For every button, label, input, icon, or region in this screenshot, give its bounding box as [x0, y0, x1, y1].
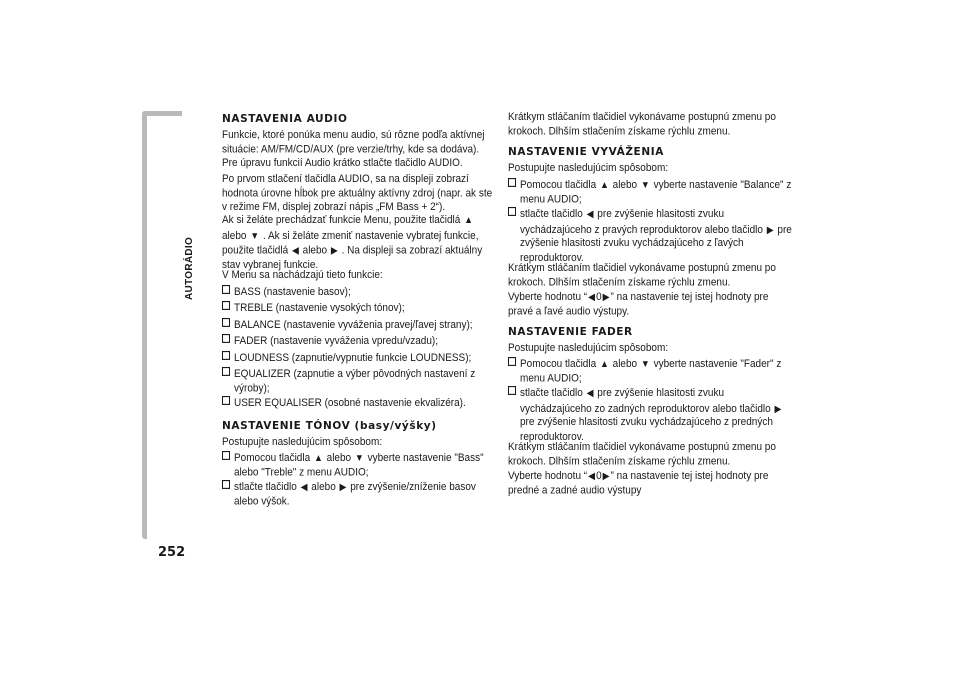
list-item: LOUDNESS (zapnutie/vypnutie funkcie LOUDNESS);	[222, 351, 498, 366]
page-number: 252	[158, 545, 186, 560]
list-item: BASS (nastavenie basov);	[222, 285, 498, 300]
paragraph: Krátkym stláčaním tlačidiel vykonávame postupnú zmenu po krokoch. Dlhším stlačením získame rýchlu zmenu.	[508, 441, 776, 468]
checkbox-icon	[508, 386, 516, 395]
checkbox-icon	[508, 357, 516, 366]
arrow-down-icon: ▼	[354, 452, 364, 464]
list-item: FADER (nastavenie vyváženia vpredu/vzadu);	[222, 334, 498, 349]
list-item: Pomocou tlačidla ▲ alebo ▼ vyberte nastavenie "Balance" z menu AUDIO;	[508, 178, 792, 207]
left-column	[222, 111, 498, 509]
checkbox-icon	[222, 334, 230, 343]
arrow-left-icon: ◀	[588, 290, 596, 302]
arrow-down-icon: ▼	[640, 358, 650, 370]
arrow-up-icon: ▲	[599, 358, 609, 370]
list-item: EQUALIZER (zapnutie a výber pôvodných nastavení z výroby);	[222, 367, 498, 396]
list-item: TREBLE (nastavenie vysokých tónov);	[222, 301, 498, 316]
heading-audio-settings: NASTAVENIA AUDIO	[222, 113, 348, 125]
section-label: AUTORÁDIO	[184, 236, 195, 300]
paragraph: Postupujte nasledujúcim spôsobom:	[508, 341, 669, 354]
heading-fader: NASTAVENIE FADER	[508, 325, 633, 338]
arrow-down-icon: ▼	[640, 178, 650, 190]
arrow-left-icon: ◀	[586, 207, 594, 219]
list-item: stlačte tlačidlo ◀ pre zvýšenie hlasitosti zvuku vychádzajúceho z pravých reproduktorov alebo tlačidlo ▶ pre zvýšenie hlasitosti zvuku vychádzajúceho z ľavých reproduktorov.	[508, 207, 792, 265]
arrow-right-icon: ▶	[339, 481, 347, 493]
arrow-up-icon: ▲	[599, 178, 609, 190]
checkbox-icon	[508, 178, 516, 187]
arrow-left-icon: ◀	[586, 387, 594, 399]
paragraph: Po prvom stlačení tlačidla AUDIO, sa na displeji zobrazí hodnota úrovne hĺbok pre aktuálny aktívny zdroj (napr. ak ste v režime FM, displej zobrazí nápis „FM Bass + 2“).	[222, 172, 493, 213]
paragraph: Vyberte hodnotu “◀0▶” na nastavenie tej istej hodnoty pre pravé a ľavé audio výstupy.	[508, 290, 769, 317]
arrow-right-icon: ▶	[602, 470, 610, 482]
arrow-right-icon: ▶	[330, 244, 338, 256]
list-item: BALANCE (nastavenie vyváženia pravej/ľavej strany);	[222, 318, 498, 333]
list-item: Pomocou tlačidla ▲ alebo ▼ vyberte nastavenie "Fader" z menu AUDIO;	[508, 357, 792, 386]
arrow-left-icon: ◀	[300, 481, 308, 493]
margin-rule	[142, 111, 147, 539]
list-item: stlačte tlačidlo ◀ pre zvýšenie hlasitosti zvuku vychádzajúceho zo zadných reproduktorov alebo tlačidlo ▶ pre zvýšenie hlasitosti zvuku vychádzajúceho z predných reproduktorov.	[508, 386, 792, 444]
checkbox-icon	[508, 207, 516, 216]
arrow-down-icon: ▼	[250, 229, 260, 241]
paragraph: Krátkym stláčaním tlačidiel vykonávame postupnú zmenu po krokoch. Dlhším stlačením získame rýchlu zmenu.	[508, 261, 776, 288]
checkbox-icon	[222, 318, 230, 327]
checkbox-icon	[222, 285, 230, 294]
arrow-right-icon: ▶	[774, 402, 782, 414]
list-item: USER EQUALISER (osobné nastavenie ekvalizéra).	[222, 396, 498, 411]
arrow-left-icon: ◀	[291, 244, 299, 256]
list-item: stlačte tlačidlo ◀ alebo ▶ pre zvýšenie/zníženie basov alebo výšok.	[222, 480, 498, 509]
margin-rule-corner	[142, 111, 182, 116]
heading-tone-settings: NASTAVENIE TÓNOV (basy/výšky)	[222, 419, 437, 432]
checkbox-icon	[222, 351, 230, 360]
arrow-up-icon: ▲	[313, 452, 323, 464]
paragraph: Funkcie, ktoré ponúka menu audio, sú rôzne podľa aktívnej situácie: AM/FM/CD/AUX (pre verzie/trhy, kde sa dodáva).	[222, 129, 485, 156]
arrow-right-icon: ▶	[602, 290, 610, 302]
checkbox-icon	[222, 480, 230, 489]
checkbox-icon	[222, 367, 230, 376]
paragraph: Krátkym stláčaním tlačidiel vykonávame postupnú zmenu po krokoch. Dlhším stlačením získame rýchlu zmenu.	[508, 111, 776, 138]
checkbox-icon	[222, 301, 230, 310]
arrow-right-icon: ▶	[766, 222, 774, 234]
paragraph: Vyberte hodnotu “◀0▶” na nastavenie tej istej hodnoty pre predné a zadné audio výstupy	[508, 470, 769, 497]
paragraph: Postupujte nasledujúcim spôsobom:	[508, 162, 669, 175]
list-item: Pomocou tlačidla ▲ alebo ▼ vyberte nastavenie "Bass" alebo "Treble" z menu AUDIO;	[222, 451, 498, 480]
right-column	[508, 111, 792, 498]
heading-balance: NASTAVENIE VYVÁŽENIA	[508, 146, 664, 158]
arrow-left-icon: ◀	[588, 470, 596, 482]
checkbox-icon	[222, 396, 230, 405]
checkbox-icon	[222, 451, 230, 460]
paragraph-menu-navigation: Ak si želáte prechádzať funkcie Menu, použite tlačidlá ▲ alebo ▼ . Ak si želáte zmeniť nastavenie vybratej funkcie, použite tlačidlá ◀ alebo ▶ . Na displeji sa zobrazí aktuálny stav vybranej funkcie.	[222, 214, 483, 271]
paragraph: V Menu sa nachádzajú tieto funkcie:	[222, 269, 383, 282]
paragraph: Postupujte nasledujúcim spôsobom:	[222, 435, 383, 448]
paragraph: Pre úpravu funkcií Audio krátko stlačte tlačidlo AUDIO.	[222, 157, 463, 170]
arrow-up-icon: ▲	[464, 214, 474, 226]
